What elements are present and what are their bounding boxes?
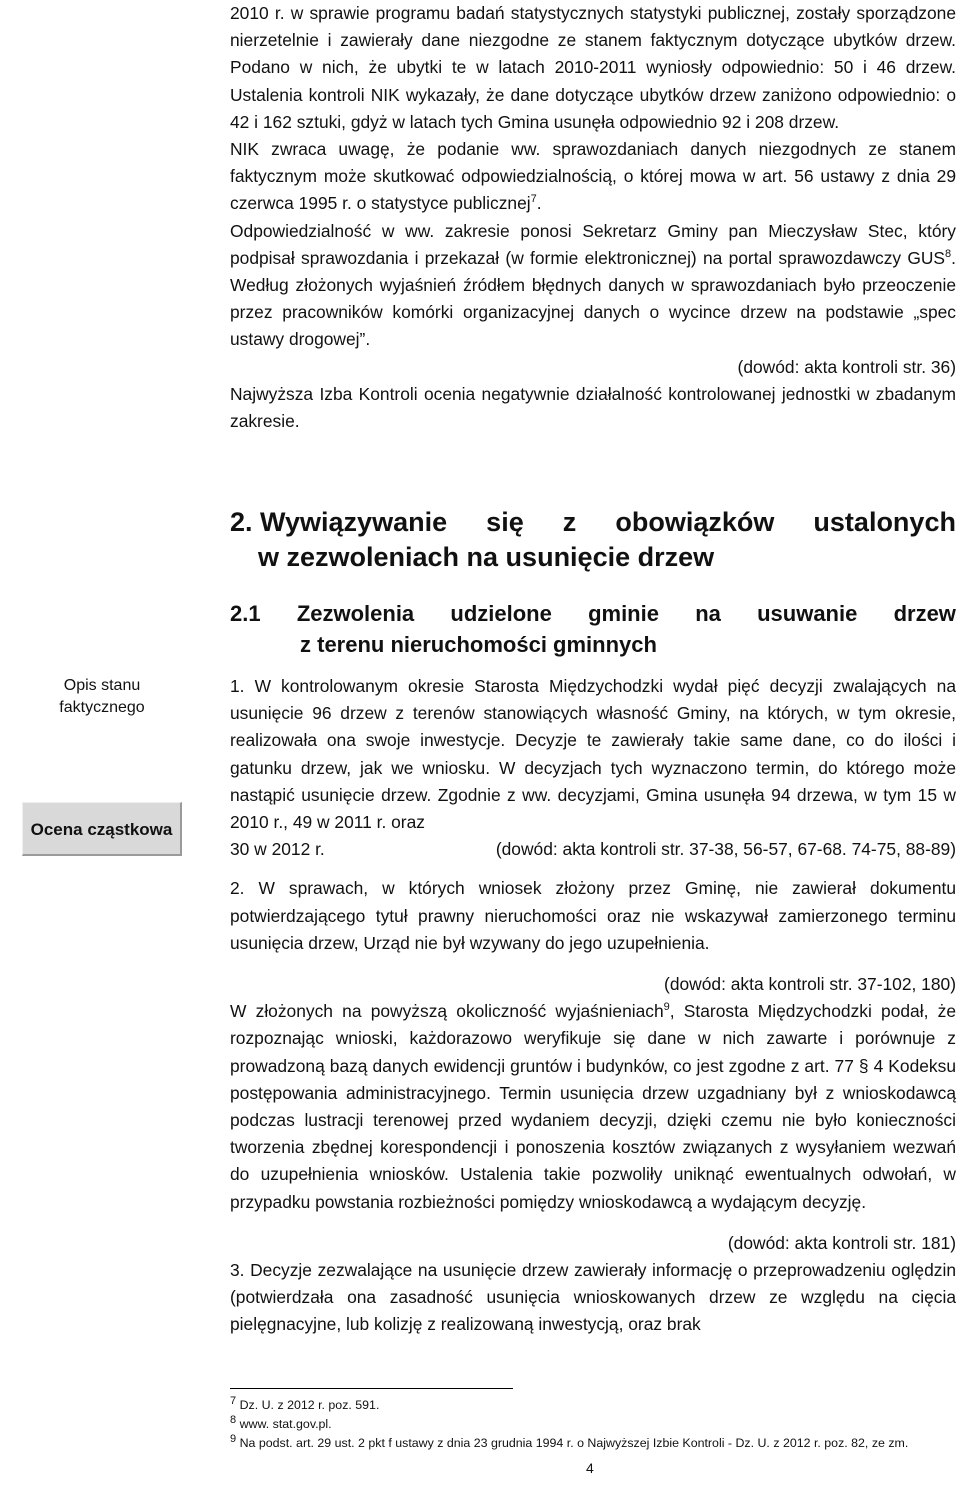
partial-assessment-label: Ocena cząstkowa xyxy=(22,802,182,856)
intro-paragraph-2: NIK zwraca uwagę, że podanie ww. sprawozdaniach danych niezgodnych ze stanem faktycznym może skutkować odpowiedzialnością, o której mowa w art. 56 ustawy z dnia 29 czerwca 1995 r. o statystyce publicznej$^7$. xyxy=(230,139,956,214)
item-1: 1. W kontrolowanym okresie Starosta Międzychodzki wydał pięć decyzji zwalających na usunięcie 96 drzew z terenów stanowiących własność Gminy, na których, w tym okresie, realizowała ona swoje inwestycje. Decyzje te zawierały takie same dane, co do ilości i gatunku drzew, jak we wniosku. W decyzjach tych wyznaczono termin, do którego może nastąpić usunięcie drzew. Zgodnie z ww. decyzjami, Gmina usunęła 94 drzewa, w tym 15 w 2010 r., 49 w 2011 r. oraz xyxy=(230,676,956,833)
page-number: 4 xyxy=(586,1460,594,1476)
subsection-heading xyxy=(230,598,956,660)
evidence-reference: (dowód: akta kontroli str. 36) xyxy=(737,356,956,377)
section-heading-line-1: 2. Wywiązywanie się z obowiązków ustalonych xyxy=(230,507,956,537)
subsection-heading-line-1: 2.1 Zezwolenia udzielone gminie na usuwanie drzew xyxy=(230,601,956,626)
item-3: 3. Decyzje zezwalające na usunięcie drzew zawierały informację o przeprowadzeniu oględzin (potwierdzała ona zasadność usunięcia wnioskowanych drzew ze względu na cięcia pielęgnacyjne, lub kolizję z realizowaną inwestycją, oraz brak xyxy=(230,1260,956,1335)
evidence-reference-3: (dowód: akta kontroli str. 181) xyxy=(727,1232,956,1253)
intro-paragraph-1: 2010 r. w sprawie programu badań statystycznych statystyki publicznej, zostały sporządzone nierzetelnie i zawierały dane niezgodne ze stanem faktycznym dotyczące ubytków drzew. Podano w nich, że ubytki te w latach 2010-2011 wyniosły odpowiednio: 50 i 46 drzew. Ustalenia kontroli NIK wykazały, że dane dotyczące ubytków drzew zaniżono odpowiednio: o 42 i 162 sztuki, gdyż w latach tych Gmina usunęła odpowiednio 92 i 208 drzew. xyxy=(230,3,956,132)
intro-section xyxy=(230,0,956,435)
footnote-8: $^8$ www. stat.gov.pl. xyxy=(230,1413,332,1431)
assessment-text: Najwyższa Izba Kontroli ocenia negatywnie działalność kontrolowanej jednostki w zbadanym zakresie. xyxy=(230,383,956,432)
section-heading xyxy=(230,505,956,575)
footnote-7: $^7$ Dz. U. z 2012 r. poz. 591. xyxy=(230,1394,380,1412)
body-section xyxy=(230,673,956,1339)
footnote-9: $^9$ Na podst. art. 29 ust. 2 pkt f ustawy z dnia 23 grudnia 1994 r. o Najwyższej Izbie Kontroli - Dz. U. z 2012 r. poz. 82, ze zm. xyxy=(230,1432,909,1450)
section-heading-line-2: w zezwoleniach na usunięcie drzew xyxy=(258,542,715,572)
item-1-evidence-line: 30 w 2012 r. (dowód: akta kontroli str. 37-38, 56-57, 67-68. 74-75, 88-89) xyxy=(230,839,956,860)
intro-paragraph-3: Odpowiedzialność w ww. zakresie ponosi Sekretarz Gminy pan Mieczysław Stec, który podpisał sprawozdania i przekazał (w formie elektronicznej) na portal sprawozdawczy GUS$^8$. Według złożonych wyjaśnień źródłem błędnych danych w sprawozdaniach było przeoczenie przez pracowników komórki organizacyjnej danych o wycince drzew na podstawie „spec ustawy drogowej”. xyxy=(230,220,956,350)
item-2: 2. W sprawach, w których wniosek złożony przez Gminę, nie zawierał dokumentu potwierdzającego tytuł prawny nieruchomości oraz nie wskazywał zamierzonego terminu usunięcia drzew, Urząd nie był wzywany do jego uzupełnienia. xyxy=(230,878,956,953)
explanation-paragraph: W złożonych na powyższą okoliczność wyjaśnieniach$^9$, Starosta Międzychodzki podał, że rozpoznając wnioski, każdorazowo weryfikuje się dane w nich zawarte i porównuje z prowadzoną bazą danych ewidencji gruntów i budynków, co jest zgodne z art. 77 § 4 Kodeksu postępowania administracyjnego. Termin usunięcia drzew uzgadniany był z wnioskodawcą podczas lustracji terenowej przed wydaniem decyzji, dzięki czemu nie było konieczności tworzenia zbędnej korespondencji i ponoszenia kosztów związanych z wysyłaniem wezwań do uzupełnienia wniosków. Ustalenia takie pozwoliły uniknąć ewentualnych odwołań, w przypadku powstania rozbieżności pomiędzy wnioskodawcą a wydającym decyzję. xyxy=(230,1001,956,1212)
footnote-rule xyxy=(230,1388,513,1389)
facts-description-label: Opis stanu faktycznego xyxy=(59,677,145,716)
evidence-reference-2: (dowód: akta kontroli str. 37-102, 180) xyxy=(664,974,956,995)
subsection-heading-line-2: z terenu nieruchomości gminnych xyxy=(300,632,657,657)
